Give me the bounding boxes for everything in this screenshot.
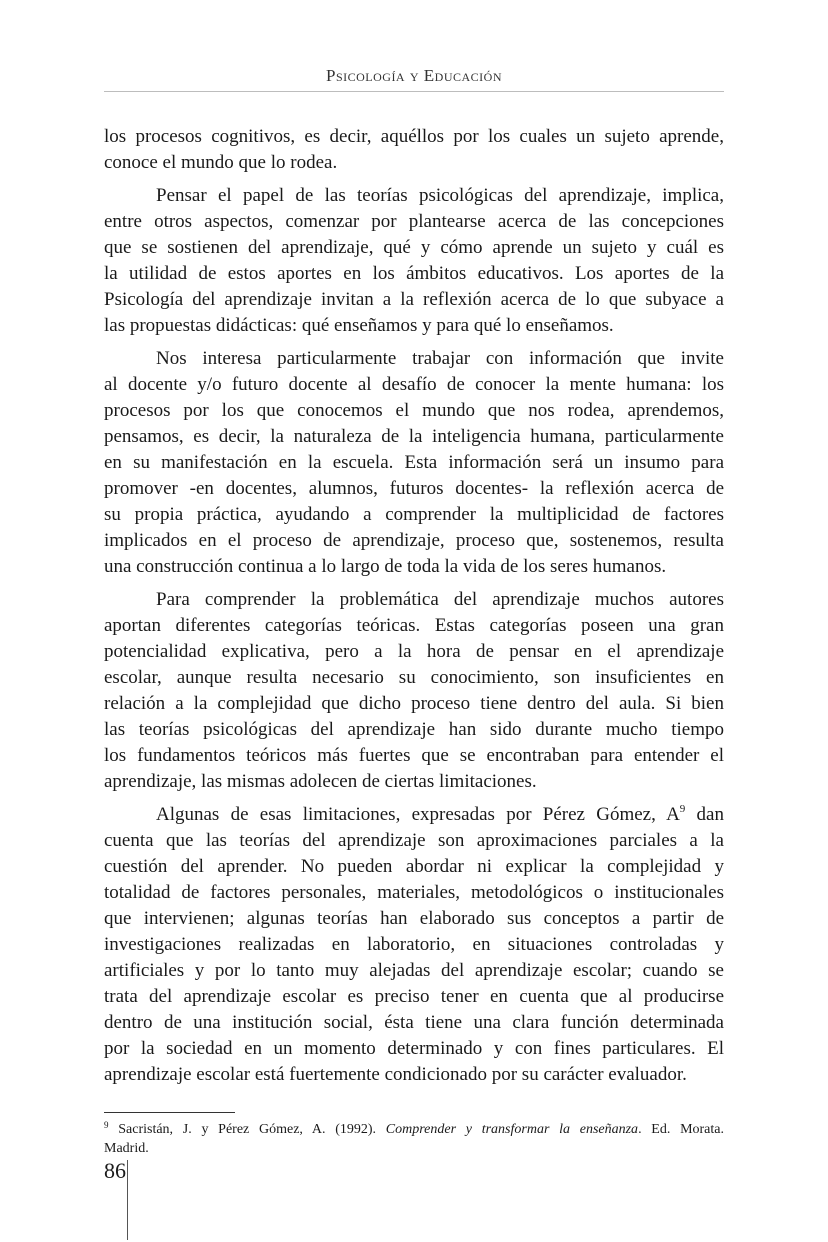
text-line: entre otros aspectos, comenzar por plantearse acerca de las concepciones [104, 211, 724, 232]
paragraph-1 [104, 124, 724, 176]
footnote [104, 1120, 724, 1158]
footnote-ref[interactable]: 9 [679, 803, 686, 815]
text-line: conoce el mundo que lo rodea. [104, 152, 338, 173]
text-line [104, 802, 724, 828]
text-line: en su manifestación en la escuela. Esta información será un insumo para [104, 452, 724, 473]
text-line: que intervienen; algunas teorías han elaborado sus conceptos a partir de [104, 908, 724, 929]
text-line: artificiales y por lo tanto muy alejadas del aprendizaje escolar; cuando se [104, 960, 724, 981]
text-line: que se sostienen del aprendizaje, qué y cómo aprende un sujeto y cuál es [104, 237, 724, 258]
header-rule [104, 91, 724, 92]
text-line: implicados en el proceso de aprendizaje, proceso que, sostenemos, resulta [104, 530, 724, 551]
text-line: promover -en docentes, alumnos, futuros docentes- la reflexión acerca de [104, 478, 724, 499]
text-line: aprendizaje escolar está fuertemente condicionado por su carácter evaluador. [104, 1064, 687, 1085]
text-line: trata del aprendizaje escolar es preciso tener en cuenta que al producirse [104, 986, 724, 1007]
text-line: dentro de una institución social, ésta tiene una clara función determinada [104, 1012, 724, 1033]
text-line: Nos interesa particularmente trabajar con información que invite [156, 348, 724, 369]
text-line: su propia práctica, ayudando a comprender la multiplicidad de factores [104, 504, 724, 525]
footnote-number: 9 [104, 1120, 109, 1130]
paragraph-2 [104, 183, 724, 339]
text-line: una construcción continua a lo largo de toda la vida de los seres humanos. [104, 556, 667, 577]
footnote-authors: Sacristán, J. y Pérez Gómez, A. (1992). [118, 1122, 377, 1137]
footnote-rule [104, 1112, 235, 1113]
text-segment: Algunas de esas limitaciones, expresadas por Pérez Gómez, A [156, 804, 680, 825]
text-line: investigaciones realizadas en laboratorio, en situaciones controladas y [104, 934, 724, 955]
paragraph-3 [104, 346, 724, 580]
text-line: cuestión del aprender. No pueden abordar ni explicar la complejidad y [104, 856, 724, 877]
text-line: los procesos cognitivos, es decir, aquéllos por los cuales un sujeto aprende, [104, 126, 724, 147]
text-line: Psicología del aprendizaje invitan a la reflexión acerca de lo que subyace a [104, 289, 724, 310]
running-header: Psicología y Educación [325, 66, 502, 85]
page-number: 86 [104, 1158, 126, 1183]
text-line: escolar, aunque resulta necesario su conocimiento, son insuficientes en [104, 667, 724, 688]
text-line: cuenta que las teorías del aprendizaje son aproximaciones parciales a la [104, 830, 724, 851]
text-line: relación a la complejidad que dicho proceso tiene dentro del aula. Si bien [104, 693, 724, 714]
text-line: las teorías psicológicas del aprendizaje han sido durante mucho tiempo [104, 719, 724, 740]
text-line: aportan diferentes categorías teóricas. Estas categorías poseen una gran [104, 615, 724, 636]
text-line: los fundamentos teóricos más fuertes que se encontraban para entender el [104, 745, 724, 766]
footnote-title: Comprender y transformar la enseñanza [385, 1122, 639, 1137]
text-line: por la sociedad en un momento determinado y con fines particulares. El [104, 1038, 724, 1059]
footnote-city: Madrid. [104, 1141, 149, 1156]
text-line: potencialidad explicativa, pero a la hora de pensar en el aprendizaje [104, 641, 724, 662]
page-number-rule [127, 1160, 128, 1240]
text-line: las propuestas didácticas: qué enseñamos y para qué lo enseñamos. [104, 315, 614, 336]
paragraph-4 [104, 587, 724, 795]
footnote-publisher: . Ed. Morata. [638, 1122, 724, 1137]
paragraph-5 [104, 802, 724, 1088]
text-segment: dan [685, 804, 724, 825]
text-line: pensamos, es decir, la naturaleza de la inteligencia humana, particularmente [104, 426, 724, 447]
text-line: al docente y/o futuro docente al desafío de conocer la mente humana: los [104, 374, 724, 395]
text-line: totalidad de factores personales, materiales, metodológicos o institucionales [104, 882, 724, 903]
body-text [104, 124, 724, 1088]
text-line: Pensar el papel de las teorías psicológicas del aprendizaje, implica, [156, 185, 724, 206]
text-line: aprendizaje, las mismas adolecen de ciertas limitaciones. [104, 771, 537, 792]
footnote-line [104, 1120, 724, 1139]
text-line: la utilidad de estos aportes en los ámbitos educativos. Los aportes de la [104, 263, 724, 284]
text-line: Para comprender la problemática del aprendizaje muchos autores [156, 589, 724, 610]
text-line: procesos por los que conocemos el mundo que nos rodea, aprendemos, [104, 400, 724, 421]
